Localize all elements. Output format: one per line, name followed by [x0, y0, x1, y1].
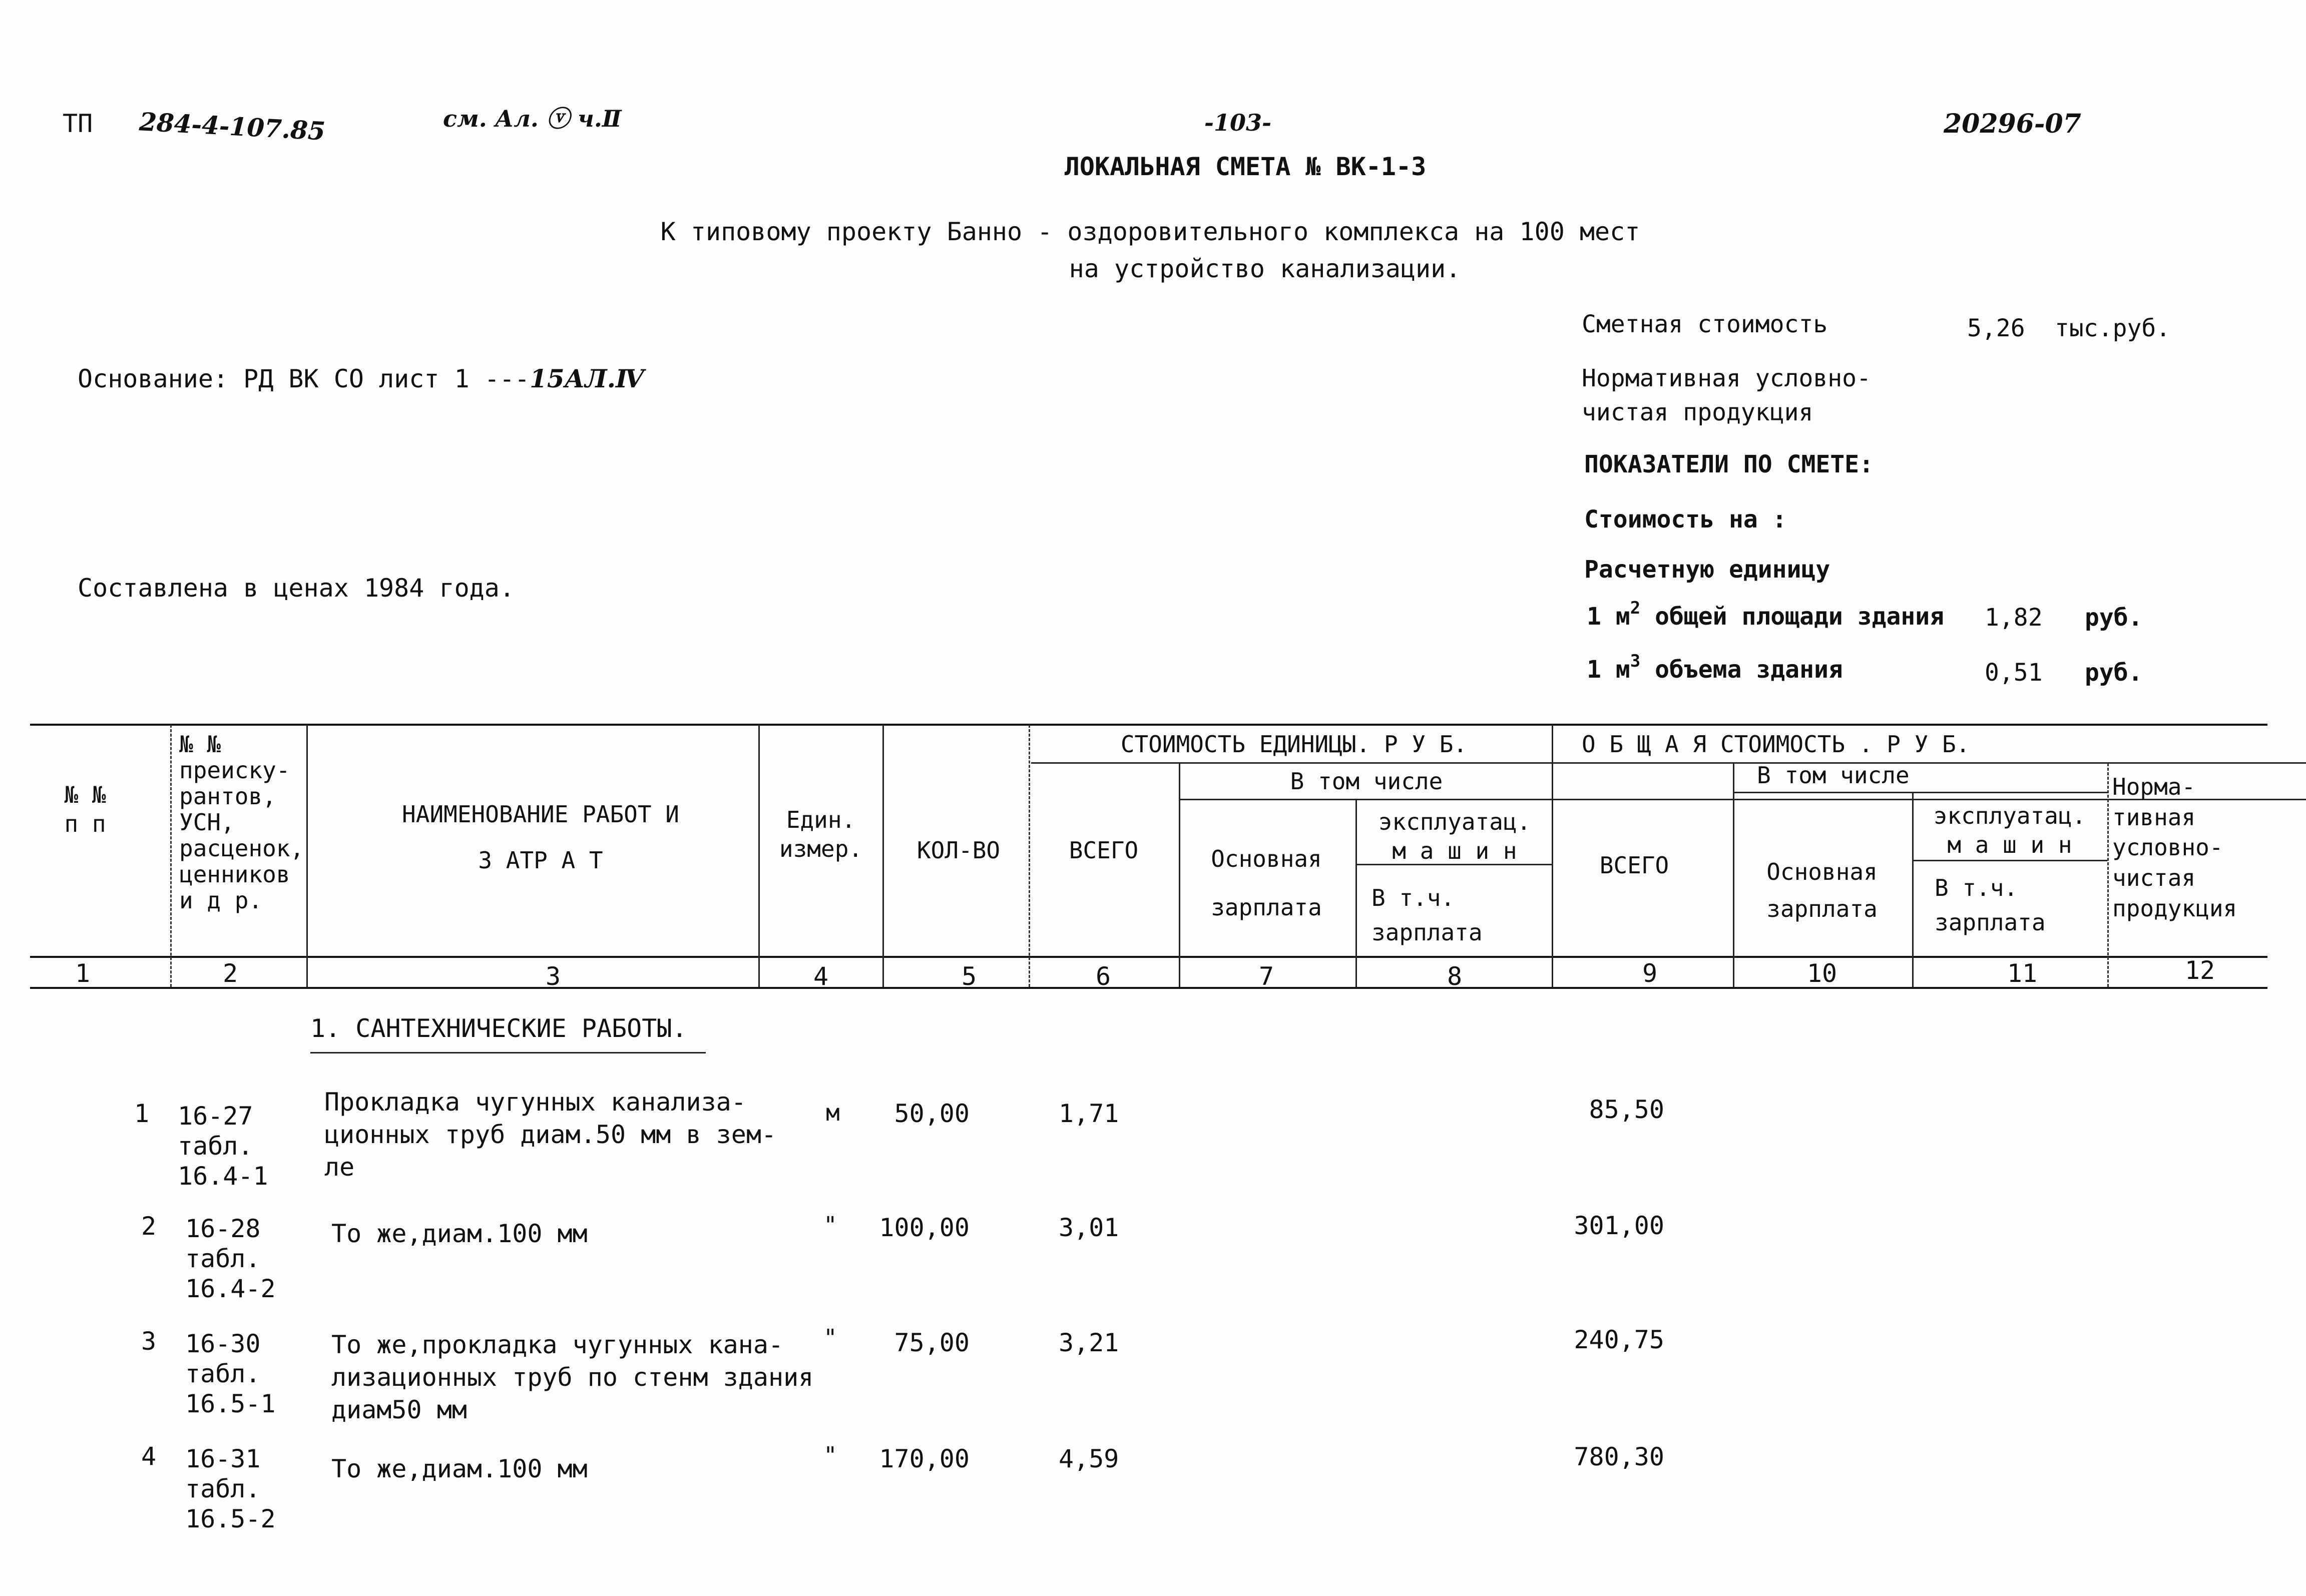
- column-number: 5: [961, 962, 977, 991]
- row-unit-cost: 4,59: [1059, 1444, 1119, 1473]
- basis-line: [78, 366, 644, 391]
- section-title: 1. САНТЕХНИЧЕСКИЕ РАБОТЫ.: [310, 1014, 687, 1043]
- row-total-cost: 301,00: [1574, 1211, 1664, 1240]
- row-price-ref: 16-27 табл. 16.4-1: [178, 1102, 268, 1191]
- volume-label: объема здания: [1640, 656, 1843, 684]
- tp-label: ТП: [63, 109, 93, 138]
- area-indicator-value: 1,82: [1985, 604, 2043, 632]
- col-divider-8: [1552, 725, 1553, 987]
- column-number: 9: [1642, 959, 1658, 988]
- row-unit-cost: 3,01: [1059, 1213, 1119, 1242]
- subtitle-line-1: К типовому проекту Банно - оздоровительного комплекса на 100 мест: [660, 217, 1640, 246]
- column-number: 8: [1447, 962, 1463, 991]
- area-indicator-label: [1587, 598, 1945, 631]
- header-including-1: В том числе: [1290, 768, 1443, 795]
- column-number: 12: [2184, 956, 2215, 985]
- column-number: 4: [813, 962, 829, 991]
- col-divider-5: [1029, 725, 1030, 987]
- incl-split-line-2: [1734, 792, 2107, 793]
- header-total-2: ВСЕГО: [1599, 852, 1669, 879]
- table-top-border: [30, 724, 2267, 726]
- row-total-cost: 85,50: [1589, 1095, 1664, 1124]
- header-wage-incl-1: В т.ч. зарплата: [1371, 884, 1483, 946]
- row-unit: ": [823, 1324, 837, 1351]
- row-unit: м: [826, 1099, 840, 1126]
- row-total-cost: 780,30: [1574, 1442, 1664, 1471]
- area-label: общей площади здания: [1640, 603, 1945, 631]
- header-total-cost: О Б Щ А Я СТОИМОСТЬ . Р У Б.: [1582, 731, 1970, 758]
- area-superscript: 2: [1630, 598, 1641, 618]
- row-work-name: То же,диам.100 мм: [331, 1454, 588, 1483]
- header-work-name-1: НАИМЕНОВАНИЕ РАБОТ И: [402, 801, 679, 828]
- row-work-name: То же,диам.100 мм: [331, 1219, 588, 1248]
- document-title: ЛОКАЛЬНАЯ СМЕТА № ВК-1-3: [1064, 152, 1427, 181]
- row-work-name: То же,прокладка чугунных кана- лизационных труб по стенм здания диам50 мм: [331, 1330, 814, 1424]
- row-price-ref: 16-30 табл. 16.5-1: [185, 1329, 276, 1418]
- col-divider-2: [306, 725, 308, 987]
- header-machines-1: эксплуатац. м а ш и н: [1378, 808, 1531, 864]
- estimated-cost-value: 5,26: [1967, 314, 2025, 342]
- column-number: 1: [75, 959, 91, 988]
- header-work-name-2: З АТР А Т: [478, 847, 603, 874]
- row-quantity: 50,00: [894, 1099, 970, 1128]
- page-number: -103-: [1204, 109, 1272, 136]
- row-unit: ": [823, 1212, 837, 1239]
- col-divider-9: [1733, 763, 1734, 987]
- estimated-cost-unit: тыс.руб.: [2055, 314, 2171, 342]
- row-unit-cost: 3,21: [1059, 1328, 1119, 1357]
- col-divider-4: [882, 725, 884, 987]
- volume-prefix: 1 м: [1587, 656, 1630, 684]
- normative-line-2: чистая продукция: [1582, 398, 1813, 426]
- compiled-prices: Составлена в ценах 1984 года.: [78, 574, 515, 603]
- area-indicator-unit: руб.: [2085, 604, 2143, 632]
- row-number: 4: [141, 1442, 157, 1471]
- volume-indicator-label: [1587, 651, 1843, 684]
- normative-line-1: Нормативная условно-: [1582, 364, 1871, 392]
- header-row-number: № № п п: [64, 781, 106, 837]
- header-unit: Един. измер.: [779, 806, 863, 862]
- column-number: 2: [222, 959, 238, 988]
- document-number: 20296-07: [1944, 109, 2081, 139]
- row-price-ref: 16-28 табл. 16.4-2: [185, 1214, 276, 1303]
- row-total-cost: 240,75: [1574, 1325, 1664, 1354]
- indicators-label: ПОКАЗАТЕЛИ ПО СМЕТЕ:: [1584, 450, 1874, 478]
- volume-indicator-unit: руб.: [2085, 659, 2143, 687]
- colnum-bottom-border: [30, 987, 2267, 989]
- header-base-wage-1: Основная зарплата: [1211, 845, 1322, 921]
- section-title-underline: [310, 1052, 706, 1053]
- row-number: 2: [141, 1212, 157, 1241]
- row-number: 1: [134, 1099, 150, 1128]
- row-work-name: Прокладка чугунных канализа- ционных труб диам.50 мм в зем- ле: [324, 1088, 777, 1182]
- col-divider-6: [1179, 763, 1180, 987]
- unit-label: Расчетную единицу: [1584, 556, 1830, 584]
- col-divider-3: [758, 725, 760, 987]
- row-unit-cost: 1,71: [1059, 1099, 1119, 1128]
- subtitle-line-2: на устройство канализации.: [1069, 254, 1461, 283]
- cost-per-label: Стоимость на :: [1584, 505, 1787, 534]
- col-divider-10: [1912, 793, 1914, 987]
- colnum-top-border: [30, 956, 2267, 958]
- column-number: 7: [1258, 962, 1274, 991]
- estimated-cost-label: Сметная стоимость: [1582, 310, 1828, 338]
- row-quantity: 100,00: [879, 1213, 970, 1242]
- col-divider-1: [170, 725, 172, 987]
- row-number: 3: [141, 1327, 157, 1356]
- col-divider-7: [1355, 800, 1357, 987]
- volume-superscript: 3: [1630, 651, 1641, 671]
- column-number: 11: [2007, 959, 2038, 988]
- row-price-ref: 16-31 табл. 16.5-2: [185, 1444, 276, 1533]
- header-machines-2: эксплуатац. м а ш и н: [1933, 802, 2086, 858]
- col-divider-11: [2107, 763, 2109, 987]
- basis-label: Основание: РД ВК СО лист 1 ---: [78, 364, 530, 393]
- row-unit: ": [823, 1442, 837, 1469]
- column-number: 3: [545, 962, 561, 991]
- tp-code-handwritten: 284-4-107.85: [138, 107, 326, 146]
- header-quantity: КОЛ-ВО: [916, 837, 1001, 864]
- header-split-line: [1031, 762, 2306, 764]
- volume-indicator-value: 0,51: [1985, 659, 2043, 687]
- header-wage-incl-2: В т.ч. зарплата: [1935, 874, 2046, 936]
- mach-split-line-2: [1912, 860, 2107, 861]
- basis-handwritten: 15АЛ.Ⅳ: [530, 364, 644, 393]
- header-price-list: № № преиску- рантов, УСН, расценок, ценников и д р.: [179, 731, 304, 914]
- area-prefix: 1 м: [1587, 603, 1630, 631]
- header-total-1: ВСЕГО: [1069, 837, 1139, 864]
- reference-note-handwritten: см. Ал. ⓥ ч.Ⅱ: [443, 105, 622, 132]
- header-unit-cost: СТОИМОСТЬ ЕДИНИЦЫ. Р У Б.: [1120, 731, 1468, 758]
- header-including-2: В том числе: [1757, 762, 1910, 789]
- column-number: 6: [1095, 962, 1111, 991]
- header-normative: Норма- тивная условно- чистая продукция: [2112, 773, 2237, 922]
- row-quantity: 170,00: [879, 1444, 970, 1473]
- header-base-wage-2: Основная зарплата: [1766, 858, 1878, 922]
- column-number: 10: [1806, 959, 1837, 988]
- row-quantity: 75,00: [894, 1328, 970, 1357]
